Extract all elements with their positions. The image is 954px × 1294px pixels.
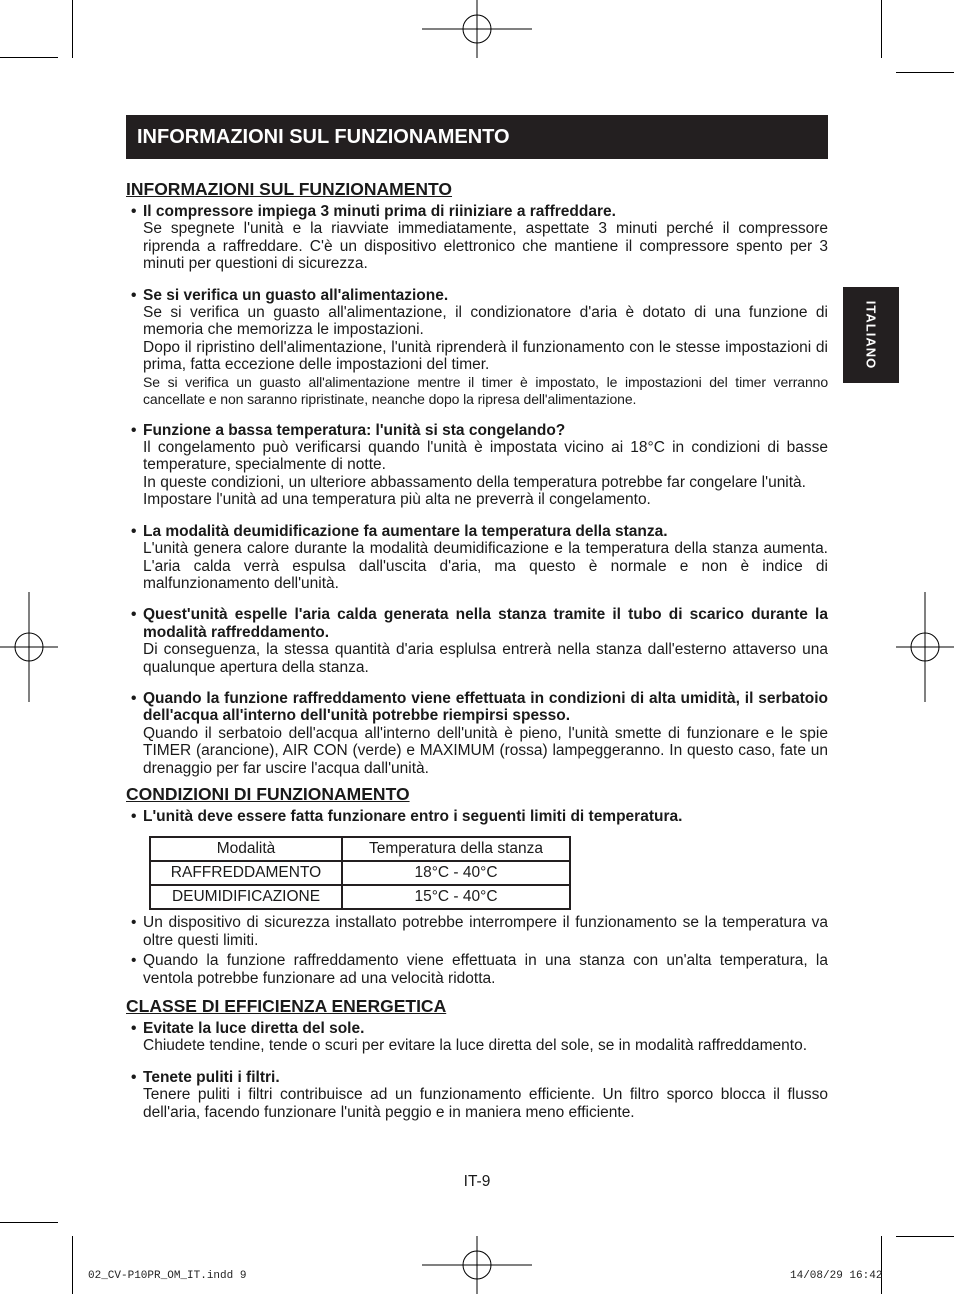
language-tab [843, 287, 899, 383]
section-heading-operation-info: INFORMAZIONI SUL FUNZIONAMENTO [126, 179, 453, 199]
item-text: Impostare l'unità ad una temperatura più alta ne preverrà il congelamento. [143, 491, 651, 509]
table-cell: RAFFREDDAMENTO [150, 861, 342, 885]
page-number: IT-9 [463, 1173, 491, 1190]
item-title: Tenete puliti i filtri. [143, 1068, 280, 1086]
table-row [150, 861, 570, 885]
item-text: Chiudete tendine, tende o scuri per evitare la luce diretta del sole, se in modalità raffreddamento. [143, 1037, 808, 1055]
temperature-limits-table [149, 836, 571, 910]
item-text: L'unità genera calore durante la modalità deumidificazione e la temperatura della stanza aumenta. L'aria calda verrà espulsa dall'uscita d'aria, ma questo è normale e non è indice di malfunzionamento dell'unità. [143, 540, 828, 592]
list-item: • La modalità deumidificazione fa aumentare la temperatura della stanza. L'unità genera calore durante la modalità deumidificazione e la temperatura della stanza aumenta. L'aria calda verrà espulsa dall'uscita d'aria, ma questo è normale e non è indice di malfunzionamento dell'unità. [126, 523, 828, 593]
item-title: Se si verifica un guasto all'alimentazione. [143, 286, 449, 304]
table-row [150, 885, 570, 909]
item-text: Quando il serbatoio dell'acqua all'interno dell'unità è pieno, l'unità smette di funzionare e le spie TIMER (arancione), AIR CON (verde) e MAXIMUM (rossa) lampeggeranno. In questo caso, fate un drenaggio per far uscire l'acqua dall'unità. [143, 724, 828, 777]
item-title: La modalità deumidificazione fa aumentare la temperatura della stanza. [143, 522, 668, 540]
registration-mark-bottom [422, 1236, 532, 1294]
crop-mark [72, 1236, 73, 1294]
file-name: 02_CV-P10PR_OM_IT.indd 9 [88, 1270, 247, 1282]
item-text: Dopo il ripristino dell'alimentazione, l'unità riprenderà il funzionamento con le stesse impostazioni di prima, fatta eccezione delle impostazioni del timer. [143, 338, 828, 374]
item-title: L'unità deve essere fatta funzionare entro i seguenti limiti di temperatura. [143, 807, 683, 825]
table-header: Temperatura della stanza [342, 837, 570, 861]
table-header: Modalità [150, 837, 342, 861]
item-text: Se si verifica un guasto all'alimentazione, il condizionatore d'aria è dotato di una funzione di memoria che memorizza le impostazioni. [143, 304, 828, 339]
registration-mark-top [422, 0, 532, 58]
list-item: • Quando la funzione raffreddamento viene effettuata in condizioni di alta umidità, il serbatoio dell'acqua all'interno dell'unità potrebbe riempirsi spesso. Quando il serbatoio dell'acqua all'interno dell'unità è pieno, l'unità smette di funzionare e le spie TIMER (arancione), AIR CON (verde) e MAXIMUM (rossa) lampeggeranno. In questo caso, fate un drenaggio per far uscire l'acqua dall'unità. [126, 690, 828, 777]
list-item: • Quest'unità espelle l'aria calda generata nella stanza tramite il tubo di scarico durante la modalità raffreddamento. Di conseguenza, la stessa quantità d'aria esplulsa entrerà nella stanza dall'esterno attaverso una qualunque apertura della stanza. [126, 606, 828, 676]
item-title: Quest'unità espelle l'aria calda generata nella stanza tramite il tubo di scarico durante la modalità raffreddamento. [143, 606, 828, 641]
item-text: Di conseguenza, la stessa quantità d'aria esplulsa entrerà nella stanza dall'esterno attaverso una qualunque apertura della stanza. [143, 641, 828, 676]
item-title: Funzione a bassa temperatura: l'unità si sta congelando? [143, 421, 566, 439]
print-timestamp: 14/08/29 16:42 [790, 1270, 883, 1282]
crop-mark [896, 72, 954, 73]
item-text: In queste condizioni, un ulteriore abbassamento della temperatura potrebbe far congelare l'unità. [143, 473, 806, 491]
list-item: • Evitate la luce diretta del sole. Chiudete tendine, tende o scuri per evitare la luce diretta del sole, se in modalità raffreddamento. [126, 1020, 828, 1055]
main-content: INFORMAZIONI SUL FUNZIONAMENTO • Il compressore impiega 3 minuti prima di riiniziare a raffreddare. Se spegnete l'unità e la riavviate immediatamente, aspettate 3 minuti perché il compressore riprenda a raffreddare. C'è un dispositivo elettronico che mantiene il compressore spento per 3 minuti per questioni di sicurezza. • Se si verifica un guasto all'alimentazione. Se si verifica un guasto all'alimentazione, il condizionatore d'aria è dotato di una funzione di memoria che memorizza le impostazioni. Dopo il ripristino dell'alimentazione, l'unità riprenderà il funzionamento con le stesse impostazioni di prima, fatta eccezione delle impostazioni del timer. Se si verifica un guasto all'alimentazione mentre il timer è impostato, le impostazioni del timer verranno cancellate e non saranno ripristinate, neanche dopo la ripresa dell'alimentazione. • Funzione a bassa temperatura: l'unità si sta congelando? Il congelamento può verificarsi quando l'unità è impostata vicino ai 18°C in condizioni di basse temperature, specialmente di notte. In queste condizioni, un ulteriore abbassamento della temperatura potrebbe far congelare l'unità. Impostare l'unità ad una temperatura più alta ne preverrà il congelamento. • La modalità deumidificazione fa aumentare la temperatura della stanza. L'unità genera calore durante la modalità deumidificazione e la temperatura della stanza aumenta. L'aria calda verrà espulsa dall'uscita d'aria, ma questo è normale e non è indice di malfunzionamento dell'unità. • Quest'unità espelle l'aria calda generata nella stanza tramite il tubo di scarico durante la modalità raffreddamento. Di conseguenza, la stessa quantità d'aria esplulsa entrerà nella stanza dall'esterno attaverso una qualunque apertura della stanza. • Quando la funzione raffreddamento viene effettuata in condizioni di alta umidità, il serbatoio dell'acqua all'interno dell'unità potrebbe riempirsi spesso. Quando il serbatoio dell'acqua all'interno dell'unità è pieno, l'unità smette di funzionare e le spie TIMER (arancione), AIR CON (verde) e MAXIMUM (rossa) lampeggeranno. In questo caso, fate un drenaggio per far uscire l'acqua dall'unità. CONDIZIONI DI FUNZIONAMENTO • L'unità deve essere fatta funzionare entro i seguenti limiti di temperatura. Modalità Temperatura della stanza RAFFREDDAMENTO 18°C - 40°C DEUMIDIFICAZIONE 15°C - 40°C • Un dispositivo di sicurezza installato potrebbe interrompere il funzionamento se la temperatura va oltre questi limiti. • Quando la funzione raffreddamento viene effettuata in una stanza con un'alta temperatura, la ventola potrebbe funzionare ad una velocità ridotta. CLASSE DI EFFICIENZA ENERGETICA • Evitate la luce diretta del sole. Chiudete tendine, tende o scuri per evitare la luce diretta del sole, se in modalità raffreddamento. • Tenete puliti i filtri. Tenere puliti i filtri contribuisce ad un funzionamento efficiente. Un filtro sporco blocca il flusso dell'aria, facendo funzionare l'unità peggio e in maniera meno efficiente. [126, 179, 828, 1121]
item-text: Se spegnete l'unità e la riavviate immediatamente, aspettate 3 minuti perché il compressore riprenda a raffreddare. C'è un dispositivo elettronico che mantiene il compressore spento per 3 minuti per questioni di sicurezza. [143, 220, 828, 273]
item-title: Evitate la luce diretta del sole. [143, 1020, 365, 1037]
list-item: • Se si verifica un guasto all'alimentazione. Se si verifica un guasto all'alimentazione, il condizionatore d'aria è dotato di una funzione di memoria che memorizza le impostazioni. Dopo il ripristino dell'alimentazione, l'unità riprenderà il funzionamento con le stesse impostazioni di prima, fatta eccezione delle impostazioni del timer. Se si verifica un guasto all'alimentazione mentre il timer è impostato, le impostazioni del timer verranno cancellate e non saranno ripristinate, neanche dopo la ripresa dell'alimentazione. [126, 287, 828, 408]
crop-mark [72, 0, 73, 58]
crop-mark [881, 1236, 882, 1294]
section-heading-operating-conditions: CONDIZIONI DI FUNZIONAMENTO [126, 783, 410, 804]
crop-mark [0, 57, 58, 58]
list-item: • Tenete puliti i filtri. Tenere puliti i filtri contribuisce ad un funzionamento efficiente. Un filtro sporco blocca il flusso dell'aria, facendo funzionare l'unità peggio e in maniera meno efficiente. [126, 1069, 828, 1121]
page-title: INFORMAZIONI SUL FUNZIONAMENTO [126, 115, 828, 159]
table-header-row [150, 837, 570, 861]
section-heading-energy-efficiency: CLASSE DI EFFICIENZA ENERGETICA [126, 996, 447, 1016]
item-text: Tenere puliti i filtri contribuisce ad un funzionamento efficiente. Un filtro sporco blocca il flusso dell'aria, facendo funzionare l'unità peggio e in maniera meno efficiente. [143, 1086, 828, 1121]
crop-mark [881, 0, 882, 58]
item-title: Il compressore impiega 3 minuti prima di riiniziare a raffreddare. [143, 203, 616, 220]
table-cell: 15°C - 40°C [342, 885, 570, 909]
note-item: • Quando la funzione raffreddamento viene effettuata in una stanza con un'alta temperatura, la ventola potrebbe funzionare ad una velocità ridotta. [131, 952, 828, 987]
table-cell: 18°C - 40°C [342, 861, 570, 885]
table-cell: DEUMIDIFICAZIONE [150, 885, 342, 909]
crop-mark [896, 1236, 954, 1237]
list-item: • Il compressore impiega 3 minuti prima di riiniziare a raffreddare. Se spegnete l'unità e la riavviate immediatamente, aspettate 3 minuti perché il compressore riprenda a raffreddare. C'è un dispositivo elettronico che mantiene il compressore spento per 3 minuti per questioni di sicurezza. [126, 203, 828, 273]
item-note-small: Se si verifica un guasto all'alimentazione mentre il timer è impostato, le impostazioni del timer verranno cancellate e non saranno ripristinate, neanche dopo la ripresa dell'alimentazione. [143, 373, 828, 407]
registration-mark-left [0, 592, 58, 702]
list-item: • Funzione a bassa temperatura: l'unità si sta congelando? Il congelamento può verificarsi quando l'unità è impostata vicino ai 18°C in condizioni di basse temperature, specialmente di notte. In queste condizioni, un ulteriore abbassamento della temperatura potrebbe far congelare l'unità. Impostare l'unità ad una temperatura più alta ne preverrà il congelamento. [126, 422, 828, 509]
item-text: Il congelamento può verificarsi quando l'unità è impostata vicino ai 18°C in condizioni di basse temperature, specialmente di notte. [143, 439, 828, 474]
item-title: Quando la funzione raffreddamento viene effettuata in condizioni di alta umidità, il serbatoio dell'acqua all'interno dell'unità potrebbe riempirsi spesso. [143, 689, 828, 725]
registration-mark-right [896, 592, 954, 702]
language-tab-label: ITALIANO [863, 300, 879, 370]
note-item: • Un dispositivo di sicurezza installato potrebbe interrompere il funzionamento se la temperatura va oltre questi limiti. [131, 914, 828, 949]
crop-mark [0, 1222, 58, 1223]
